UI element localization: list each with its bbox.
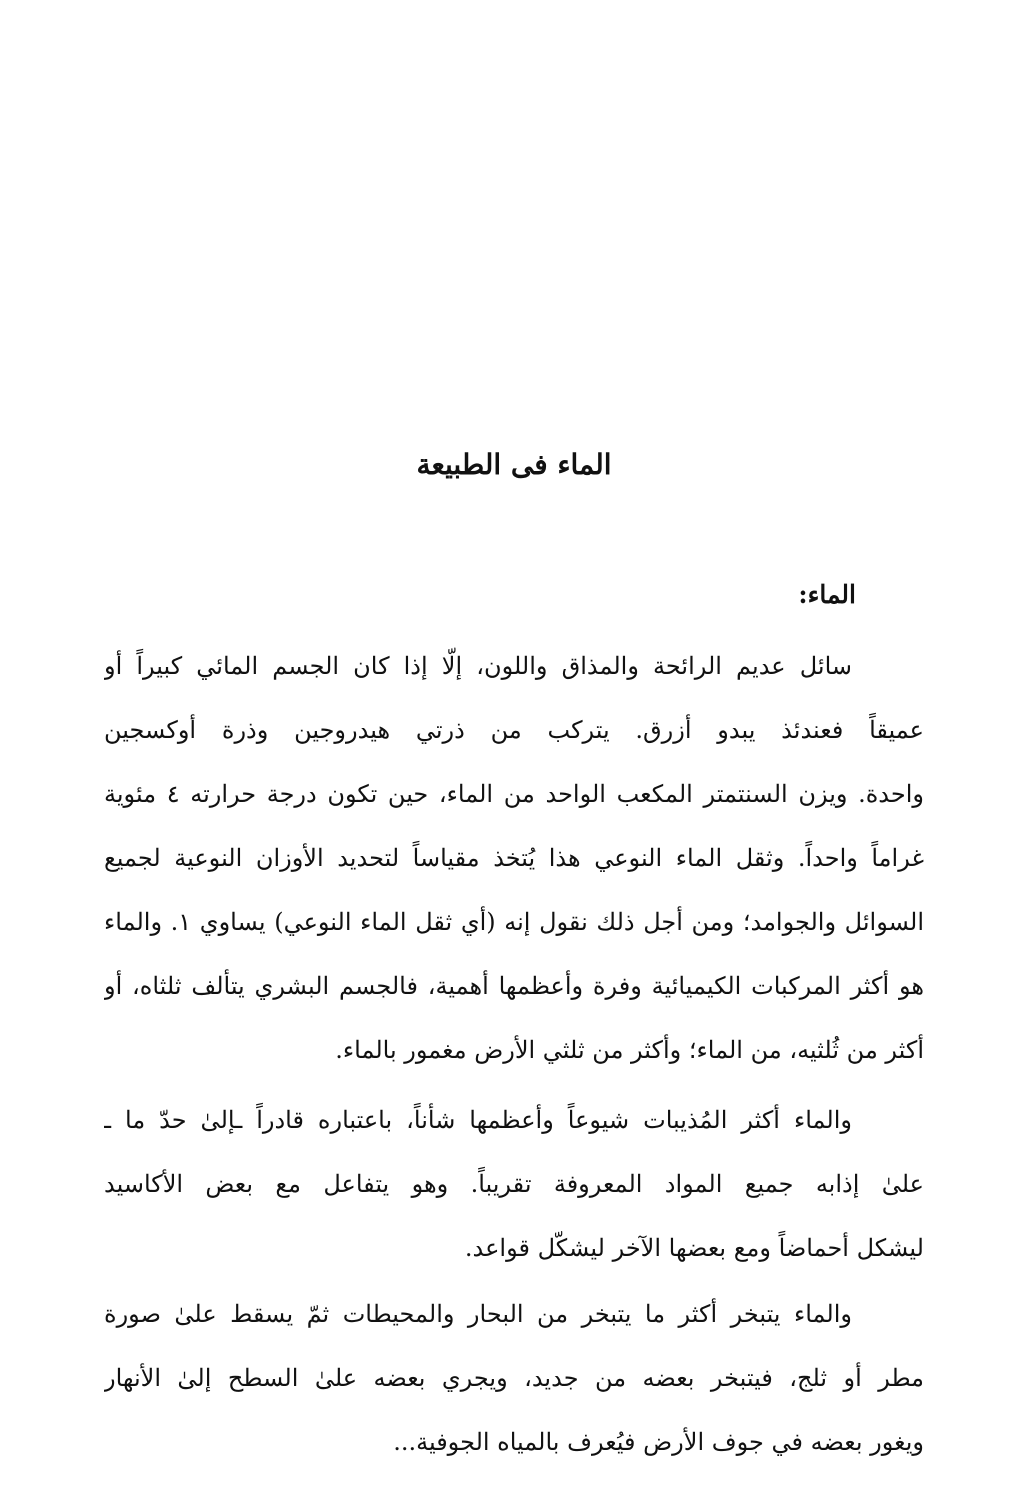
paragraph-line: والماء يتبخر أكثر ما يتبخر من البحار والمحيطات ثمّ يسقط علىٰ صورة: [104, 1300, 852, 1328]
paragraph-line: علىٰ إذابه جميع المواد المعروفة تقريباً. وهو يتفاعل مع بعض الأكاسيد: [104, 1170, 924, 1198]
paragraph-line: واحدة. ويزن السنتمتر المكعب الواحد من الماء، حين تكون درجة حرارته ٤ مئوية: [104, 780, 924, 808]
paragraph-line: والماء أكثر المُذيبات شيوعاً وأعظمها شأناً، باعتباره قادراً ـإلىٰ حدّ ما ـ: [104, 1106, 852, 1134]
paragraph-line: هو أكثر المركبات الكيميائية وفرة وأعظمها أهمية، فالجسم البشري يتألف ثلثاه، أو: [104, 972, 924, 1000]
paragraph-line: سائل عديم الرائحة والمذاق واللون، إلّا إذا كان الجسم المائي كبيراً أو: [104, 652, 852, 680]
paragraph-line: مطر أو ثلج، فيتبخر بعضه من جديد، ويجري بعضه علىٰ السطح إلىٰ الأنهار: [104, 1364, 924, 1392]
paragraph-line: عميقاً فعندئذ يبدو أزرق. يتركب من ذرتي هيدروجين وذرة أوكسجين: [104, 716, 924, 744]
paragraph-line: السوائل والجوامد؛ ومن أجل ذلك نقول إنه (أي ثقل الماء النوعي) يساوي ١. والماء: [104, 908, 924, 936]
paragraph-line: ويغور بعضه في جوف الأرض فيُعرف بالمياه الجوفية...: [393, 1428, 924, 1456]
paragraph-line: غراماً واحداً. وثقل الماء النوعي هذا يُتخذ مقياساً لتحديد الأوزان النوعية لجميع: [104, 844, 924, 872]
section-heading: الماء:: [798, 580, 856, 609]
chapter-title: الماء فى الطبيعة: [416, 448, 612, 481]
paragraph-line: ليشكل أحماضاً ومع بعضها الآخر ليشكّل قواعد.: [464, 1234, 924, 1262]
paragraph-3: [104, 1282, 924, 1474]
paragraph-2: [104, 1088, 924, 1280]
paragraph-line: أكثر من ثُلثيه، من الماء؛ وأكثر من ثلثي الأرض مغمور بالماء.: [335, 1036, 924, 1064]
paragraph-1: [104, 634, 924, 1082]
